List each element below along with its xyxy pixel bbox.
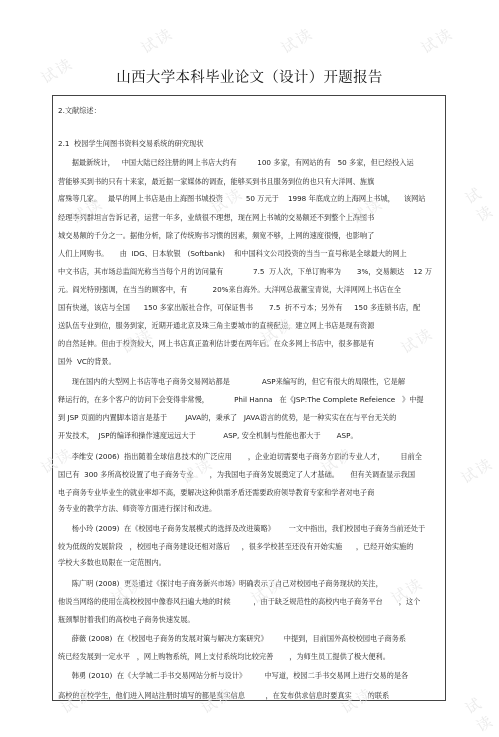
watermark-text: 试读: [398, 324, 437, 358]
text-line: 国外 VC的背景。: [58, 356, 116, 366]
text-line: 瓶颈掣肘着我们的高校电子商务快速发展。: [58, 614, 195, 624]
text-line: 经理李列群坦言告诉记者，运营一年多，业绩很不理想，现在网上书城的交易额还不到整个上海图书: [58, 213, 375, 223]
watermark-text: 试读: [338, 684, 377, 718]
report-title: 山西大学本科毕业论文（设计）开题报告: [116, 70, 383, 86]
watermark-text: 试读: [198, 684, 237, 718]
text-line: 他说当网络的使用在高校校园中像春风扫遍大地的时候 ，由于缺乏规范性的高校内电子商务平台 ，这个: [58, 596, 421, 606]
text-line: 较为低级的发展阶段 ，校园电子商务建设还相对落后 ，很多学校甚至还没有开始实施 ，已经开始实施的: [58, 541, 414, 551]
watermark-text: 试读: [278, 24, 317, 58]
text-line: 学校大多数也局限在一定范围内。: [58, 558, 166, 568]
text-line: 国已有 300 多所高校设置了电子商务专业 ，为我国电子商务发展奠定了人才基础。 但有关调查显示我国: [58, 469, 416, 479]
text-line: 2.文献综述：: [58, 105, 101, 115]
text-line: 送队伍专业到位，服务到家，近期开通北京及珠三角主要城市的直接配送，建立网上书店是现有资源: [58, 320, 375, 330]
text-line: 电子商务专业毕业生的就业率却不高，要解决这种供需矛盾还需要政府领导教育专家和学者对电子商: [58, 487, 375, 497]
text-line: 高校的在校学生，他们进入网站注册时填写的都是真实信息 ，在发布供求信息时要真实 的联系: [58, 690, 390, 700]
text-line: 务专业的教学方法、师资等方面进行探讨和改进。: [58, 504, 217, 514]
text-line: 中文书店，其市场总监阎光称当当每个月的访问量有 7.5 万人次，下单订购率为 3%，交易额达 12 万: [58, 266, 432, 276]
watermark-text: 试读: [418, 24, 457, 58]
text-line: 陈广明 (2008) 更是通过《探讨电子商务新兴市场》明确表示了自己对校园电子商务现状的关注，: [58, 578, 383, 588]
watermark-text: 试读: [348, 194, 387, 228]
watermark-text: 试读: [462, 183, 498, 226]
text-line: 到 JSP 页面的内置脚本语言是基于 JAVA的，秉承了 JAVA语言的优势，是一种实实在在与平台无关的: [58, 413, 397, 423]
watermark-text: 试读: [318, 444, 357, 478]
text-line: 据最新统计， 中国大陆已经注册的网上书店大约有 100 多家，有网站的有 50 多家，但已经投入运: [58, 157, 414, 167]
watermark-text: 试读: [248, 574, 287, 608]
text-line: 2.1 校园学生间图书资料交易系统的研究现状: [58, 138, 204, 148]
text-line: 席殊等几家。 最早的网上书店是由上海图书城投资 50 万元于 1998 年底成立的上海网上书城， 该网站: [58, 193, 426, 203]
text-line: 开发技术， JSP的编译和操作速度远远大于 ASP, 安全机制与性能也都大于 ASP。: [58, 431, 358, 441]
watermark-text: 试读: [58, 684, 97, 718]
text-line: 元。阎光特别强调，在当当的顾客中，有 20%来自海外。大洋网总裁董宝青说，大洋网网上书店在全: [58, 284, 401, 294]
watermark-text: 试读: [118, 324, 157, 358]
watermark-text: 试读: [138, 24, 177, 58]
watermark-text: 试读: [258, 314, 297, 348]
text-line: 释运行的，在多个客户的访问下会变得非常慢， Phil Hanna 在《JSP:The Complete Refeience 》中提: [58, 395, 424, 405]
watermark-text: 试读: [68, 194, 107, 228]
text-line: 薛薇 (2008) 在《校园电子商务的发展对策与解决方案研究》 中提到，目前国外高校校园电子商务系: [58, 634, 406, 644]
text-line: 统已经发展到一定水平 ，网上购物系统，网上支付系统均比较完善 ，为师生员工提供了极大便利。: [58, 652, 390, 661]
watermark-text: 试读: [178, 454, 217, 488]
text-line: 现在国内的大型网上书店等电子商务交易网站都是 ASP来编写的，但它有很大的局限性，它是解: [58, 377, 406, 387]
watermark-text: 试读: [108, 574, 147, 608]
text-line: 杨小玲 (2009) 在《校园电子商务发展模式的选择及改进策略》 一文中指出，我们校园电子商务当前还处于: [58, 523, 426, 533]
watermark-text: 试读: [208, 184, 247, 218]
text-line: 韩勇 (2010) 在《大学城二手书交易网站分析与设计》 中写道，校园二手书交易网上进行交易的是各: [58, 671, 409, 681]
text-line: 人们上网购书。 由 IDG、日本软银 (Softbank) 和中国科文公司投资的当当一直号称是全球最大的网上: [58, 249, 407, 259]
text-line: 城交易额的千分之一。据他分析，除了传统购书习惯的因素，频宽不够，上网的速度很慢，也影响了: [58, 231, 375, 241]
watermark-text: 试读: [458, 454, 497, 488]
watermark-text: 试读: [388, 574, 427, 608]
text-line: 营能够买到书的只有十来家，最近据一家媒体的调查，能够买到书且服务到位的也只有大洋网、旌旗: [58, 177, 375, 187]
watermark-text: 试读: [462, 693, 498, 736]
content-box: [52, 95, 446, 701]
watermark-text: 试读: [38, 54, 77, 88]
text-line: 的自然延伸。但由于投资较大，网上书店真正盈利估计要在两年后。在众多网上书店中，很多都是有: [58, 338, 375, 348]
watermark-text: 试读: [38, 444, 77, 478]
text-line: 国有快递，该店与全国 150 多家出版社合作，可保证售书 7.5 折不亏本；另外有 150 多连锁书店，配: [58, 302, 421, 312]
text-line: 李维安 (2006) 指出随着全球信息技术的广泛应用 ，企业迫切需要电子商务方面的专业人才， 目前全: [58, 451, 422, 461]
